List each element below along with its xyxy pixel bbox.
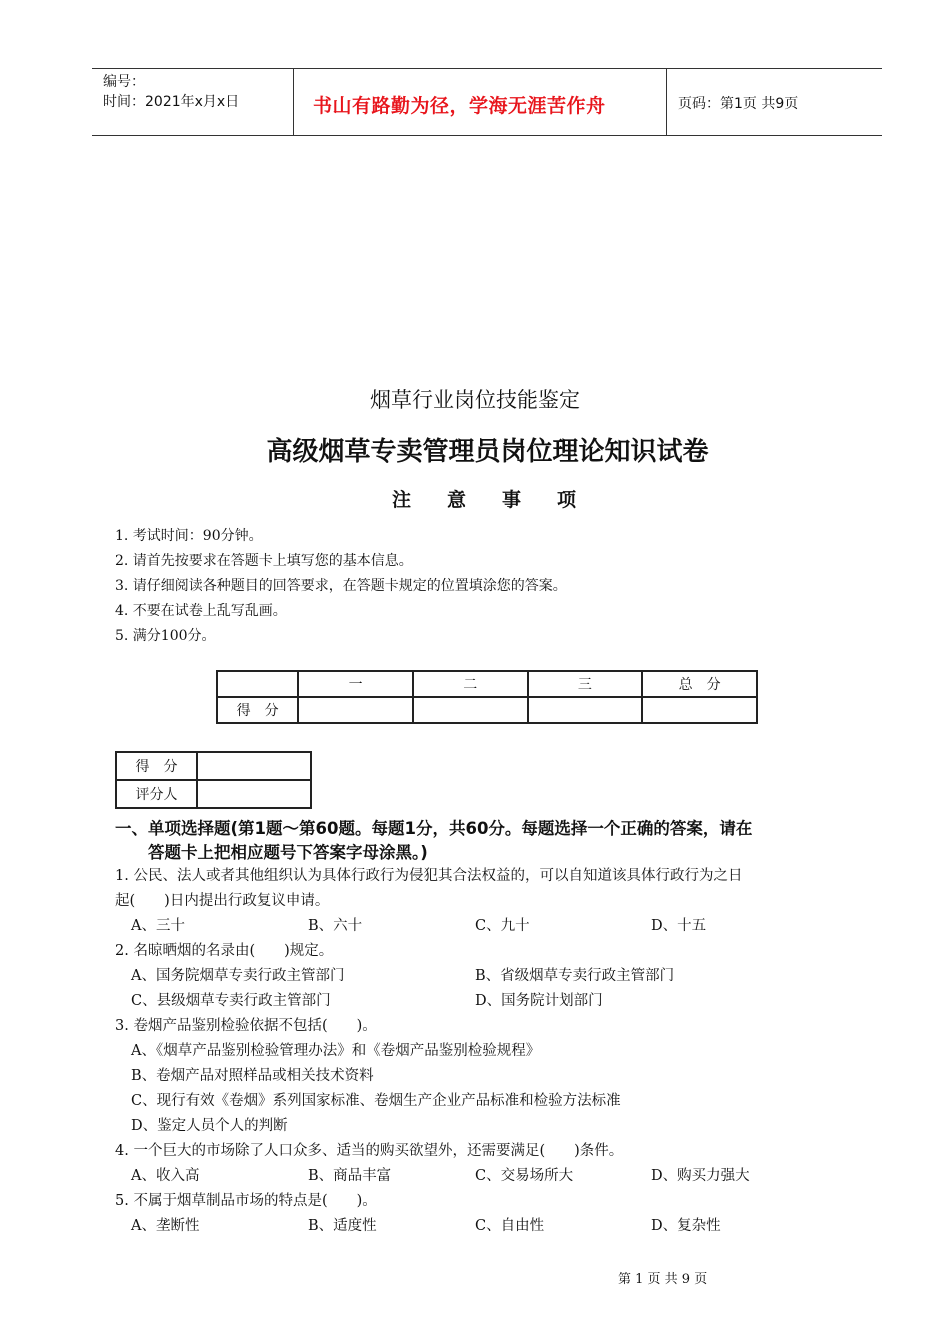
- section-heading-line2: 答题卡上把相应题号下答案字母涂黑。): [148, 843, 428, 862]
- score-col-total: 总 分: [642, 671, 757, 697]
- q4-option-d: D、购买力强大: [651, 1168, 750, 1184]
- q4-option-a: A、收入高: [131, 1168, 200, 1184]
- note-item: 5. 满分100分。: [115, 628, 216, 644]
- q1-option-a: A、三十: [131, 918, 185, 934]
- header-top-rule: [92, 68, 882, 69]
- exam-title: 高级烟草专卖管理员岗位理论知识试卷: [266, 437, 709, 467]
- score-cell[interactable]: [413, 697, 528, 723]
- serial-label: 编号：: [103, 74, 145, 90]
- header-divider-right: [666, 69, 667, 135]
- time-label: 时间：2021年x月x日: [103, 94, 240, 110]
- grader-table: [115, 751, 312, 809]
- question-3-text: 3. 卷烟产品鉴别检验依据不包括( )。: [115, 1018, 377, 1034]
- question-1-text: 1. 公民、法人或者其他组织认为具体行政行为侵犯其合法权益的，可以自知道该具体行政行为之日: [115, 868, 743, 884]
- note-item: 2. 请首先按要求在答题卡上填写您的基本信息。: [115, 553, 413, 569]
- score-cell[interactable]: [528, 697, 643, 723]
- q5-option-c: C、自由性: [475, 1218, 545, 1234]
- score-col-1: 一: [298, 671, 413, 697]
- score-table-corner: [217, 671, 298, 697]
- header-divider-left: [293, 69, 294, 135]
- notice-char: 意: [447, 489, 467, 511]
- q1-option-d: D、十五: [651, 918, 707, 934]
- grader-score-cell[interactable]: [197, 752, 311, 780]
- q3-option-a: A、《烟草产品鉴别检验管理办法》和《卷烟产品鉴别检验规程》: [131, 1043, 541, 1059]
- q4-option-b: B、商品丰富: [308, 1168, 392, 1184]
- grader-name-label: 评分人: [116, 780, 197, 808]
- section-heading-line1: 一、单项选择题(第1题～第60题。每题1分，共60分。每题选择一个正确的答案，请在: [115, 819, 753, 838]
- score-table-score-row: [217, 697, 757, 723]
- motto: 书山有路勤为径，学海无涯苦作舟: [313, 95, 606, 117]
- q3-option-c: C、现行有效《卷烟》系列国家标准、卷烟生产企业产品标准和检验方法标准: [131, 1093, 621, 1109]
- score-row-label: 得 分: [217, 697, 298, 723]
- q4-option-c: C、交易场所大: [475, 1168, 574, 1184]
- q1-option-c: C、九十: [475, 918, 530, 934]
- q5-option-a: A、垄断性: [131, 1218, 200, 1234]
- score-cell[interactable]: [298, 697, 413, 723]
- q2-option-a: A、国务院烟草专卖行政主管部门: [131, 968, 345, 984]
- notice-char: 项: [557, 489, 577, 511]
- score-table-header-row: [217, 671, 757, 697]
- notice-char: 注: [392, 489, 412, 511]
- header-bottom-rule: [92, 135, 882, 136]
- grader-name-row: [116, 780, 311, 808]
- q5-option-d: D、复杂性: [651, 1218, 721, 1234]
- question-2-text: 2. 名晾晒烟的名录由( )规定。: [115, 943, 334, 959]
- q3-option-d: D、鉴定人员个人的判断: [131, 1118, 288, 1134]
- score-col-3: 三: [528, 671, 643, 697]
- notice-heading: [392, 485, 612, 512]
- grader-score-label: 得 分: [116, 752, 197, 780]
- note-item: 1. 考试时间：90分钟。: [115, 528, 263, 544]
- question-5-text: 5. 不属于烟草制品市场的特点是( )。: [115, 1193, 377, 1209]
- page-footer: 第 1 页 共 9 页: [618, 1272, 708, 1287]
- score-cell[interactable]: [642, 697, 757, 723]
- q2-option-b: B、省级烟草专卖行政主管部门: [475, 968, 675, 984]
- q2-option-c: C、县级烟草专卖行政主管部门: [131, 993, 331, 1009]
- question-4-text: 4. 一个巨大的市场除了人口众多、适当的购买欲望外，还需要满足( )条件。: [115, 1143, 624, 1159]
- score-col-2: 二: [413, 671, 528, 697]
- question-1-text-cont: 起( )日内提出行政复议申请。: [115, 893, 330, 909]
- q5-option-b: B、适度性: [308, 1218, 377, 1234]
- q1-option-b: B、六十: [308, 918, 363, 934]
- score-table: [216, 670, 758, 724]
- q2-option-d: D、国务院计划部门: [475, 993, 603, 1009]
- exam-subtitle: 烟草行业岗位技能鉴定: [370, 388, 580, 412]
- note-item: 4. 不要在试卷上乱写乱画。: [115, 603, 287, 619]
- q3-option-b: B、卷烟产品对照样品或相关技术资料: [131, 1068, 374, 1084]
- grader-name-cell[interactable]: [197, 780, 311, 808]
- notice-char: 事: [502, 489, 522, 511]
- page-info: 页码：第1页 共9页: [678, 96, 799, 112]
- note-item: 3. 请仔细阅读各种题目的回答要求，在答题卡规定的位置填涂您的答案。: [115, 578, 567, 594]
- grader-score-row: [116, 752, 311, 780]
